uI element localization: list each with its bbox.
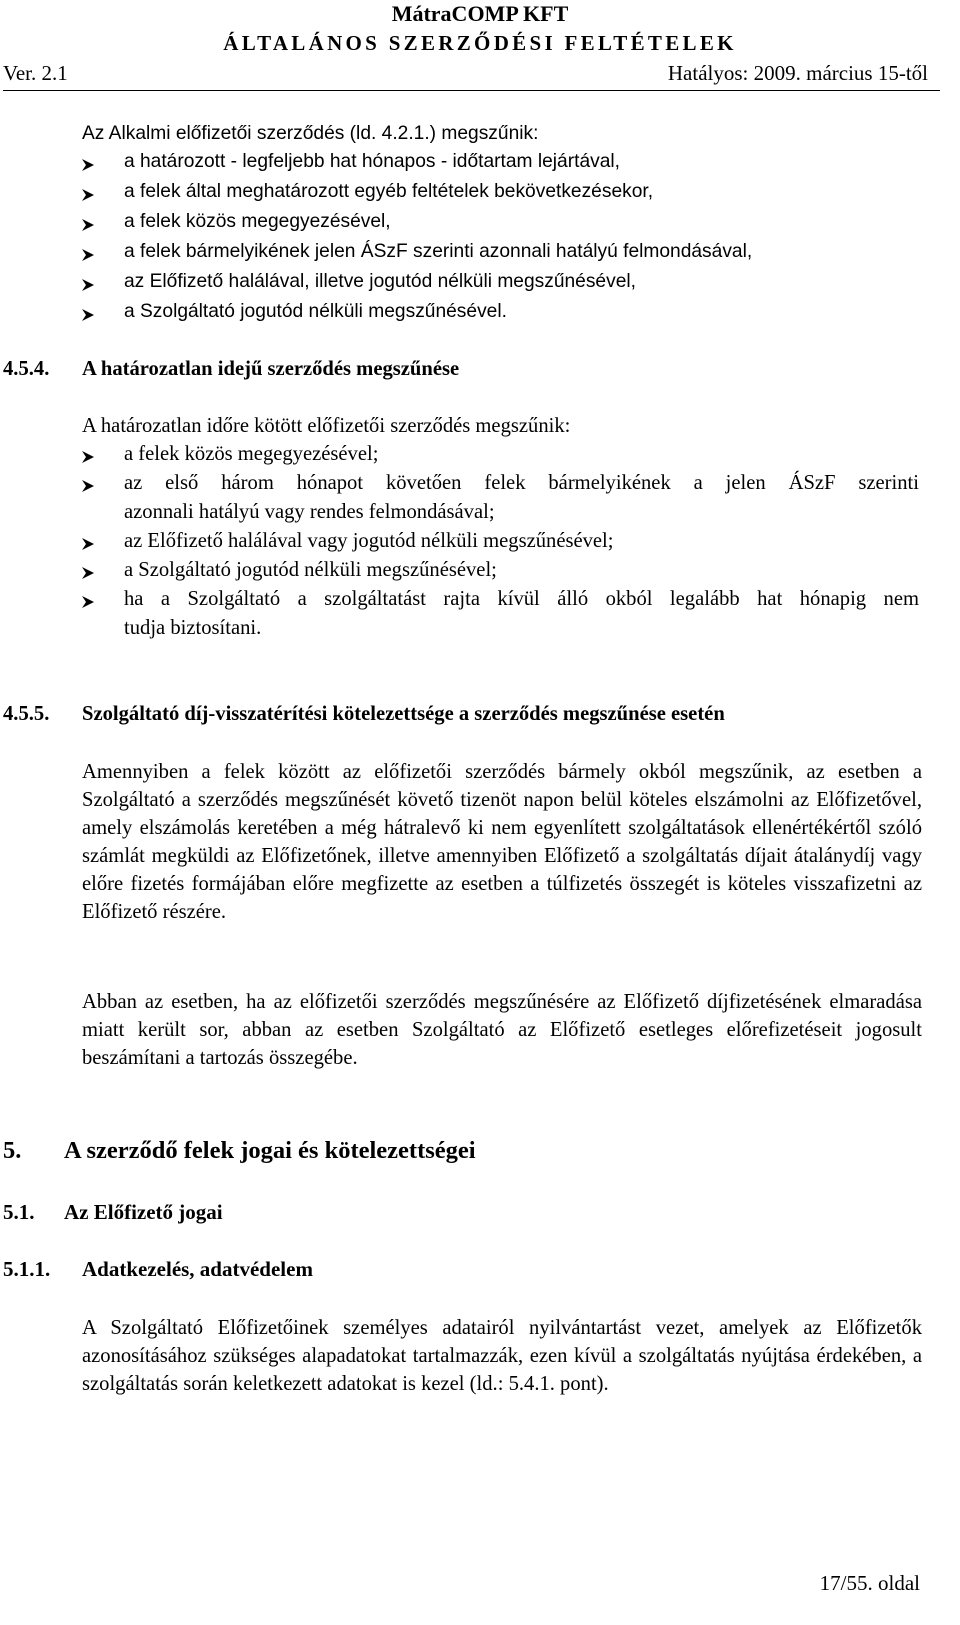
alkalmi-intro: Az Alkalmi előfizetői szerződés (ld. 4.2.1.) megszűnik: [82,123,539,144]
arrow-bullet-icon [81,158,95,172]
list-item: az első három hónapot követően felek bármelyikének a jelen ÁSzF szerinti [124,472,919,494]
list-item: a Szolgáltató jogutód nélküli megszűnésével; [124,559,497,581]
section-heading: A határozatlan idejű szerződés megszűnése [82,358,460,380]
arrow-bullet-icon [81,479,95,493]
list-item: a felek közös megegyezésével; [124,443,379,465]
paragraph: Amennyiben a felek között az előfizetői szerződés bármely okból megszűnik, az esetben a Szolgáltató a szerződés megszűnését követő tizenöt napon belül köteles elszámolni az Előfizetővel, amely elszámolás keretében a még hátralevő ki nem egyenlített szolgáltatások ellenértékértől szóló számlát megküldi az Előfizetőnek, illetve amennyiben Előfizető a szolgáltatás díjait átalánydíj vagy előre fizetés formájában előre megfizette az esetben a túlfizetés összegét is köteles visszafizetni az Előfizető részére. [82,761,922,923]
arrow-bullet-icon [81,248,95,262]
company-name: MátraCOMP KFT [391,1,569,26]
arrow-bullet-icon [81,308,95,322]
header-divider [3,90,940,91]
arrow-bullet-icon [81,218,95,232]
document-title: ÁLTALÁNOS SZERZŐDÉSI FELTÉTELEK [223,31,737,55]
list-item: ha a Szolgáltató a szolgáltatást rajta kívül álló okból legalább hat hónapig nem [124,588,919,610]
chapter-heading: A szerződő felek jogai és kötelezettségei [64,1137,476,1164]
section-intro: A határozatlan időre kötött előfizetői szerződés megszűnik: [82,415,571,437]
list-item: a felek által meghatározott egyéb feltételek bekövetkezésekor, [124,181,654,202]
paragraph: A Szolgáltató Előfizetőinek személyes adatairól nyilvántartást vezet, amelyek az Előfizetők azonosításához szükséges alapadatokat tartalmazzák, ezen kívül a szolgáltatás nyújtása érdekében, a szolgáltatás során keletkezett adatokat is kezel (ld.: 5.4.1. pont). [82,1317,922,1395]
effective-date: Hatályos: 2009. március 15-től [667,61,928,85]
subsection-heading: Az Előfizető jogai [64,1200,223,1224]
arrow-bullet-icon [81,278,95,292]
section-number: 4.5.4. [3,358,50,380]
arrow-bullet-icon [81,537,95,551]
list-item: a határozott - legfeljebb hat hónapos - időtartam lejártával, [124,151,620,172]
list-item: az Előfizető halálával vagy jogutód nélküli megszűnésével; [124,530,614,552]
arrow-bullet-icon [81,595,95,609]
subsection-number: 5.1. [3,1200,35,1224]
arrow-bullet-icon [81,566,95,580]
list-item-continuation: tudja biztosítani. [124,617,262,639]
arrow-bullet-icon [81,188,95,202]
list-item: az Előfizető halálával, illetve jogutód nélküli megszűnésével, [124,271,636,292]
subsubsection-heading: Adatkezelés, adatvédelem [82,1257,313,1281]
list-item-continuation: azonnali hatályú vagy rendes felmondásával; [124,501,495,523]
list-item: a Szolgáltató jogutód nélküli megszűnésével. [124,301,507,322]
section-heading: Szolgáltató díj-visszatérítési kötelezettsége a szerződés megszűnése esetén [82,703,725,725]
paragraph: Abban az esetben, ha az előfizetői szerződés megszűnésére az Előfizető díjfizetésének elmaradása miatt került sor, abban az esetben Szolgáltató az Előfizető esetleges előrefizetéseit jogosult beszámítani a tartozás összegébe. [82,991,922,1069]
arrow-bullet-icon [81,450,95,464]
subsubsection-number: 5.1.1. [3,1257,51,1281]
list-item: a felek bármelyikének jelen ÁSzF szerinti azonnali hatályú felmondásával, [124,241,753,262]
version-label: Ver. 2.1 [3,61,68,85]
section-number: 4.5.5. [3,703,50,725]
chapter-number: 5. [3,1137,22,1164]
list-item: a felek közös megegyezésével, [124,211,391,232]
page-number: 17/55. oldal [819,1571,920,1595]
